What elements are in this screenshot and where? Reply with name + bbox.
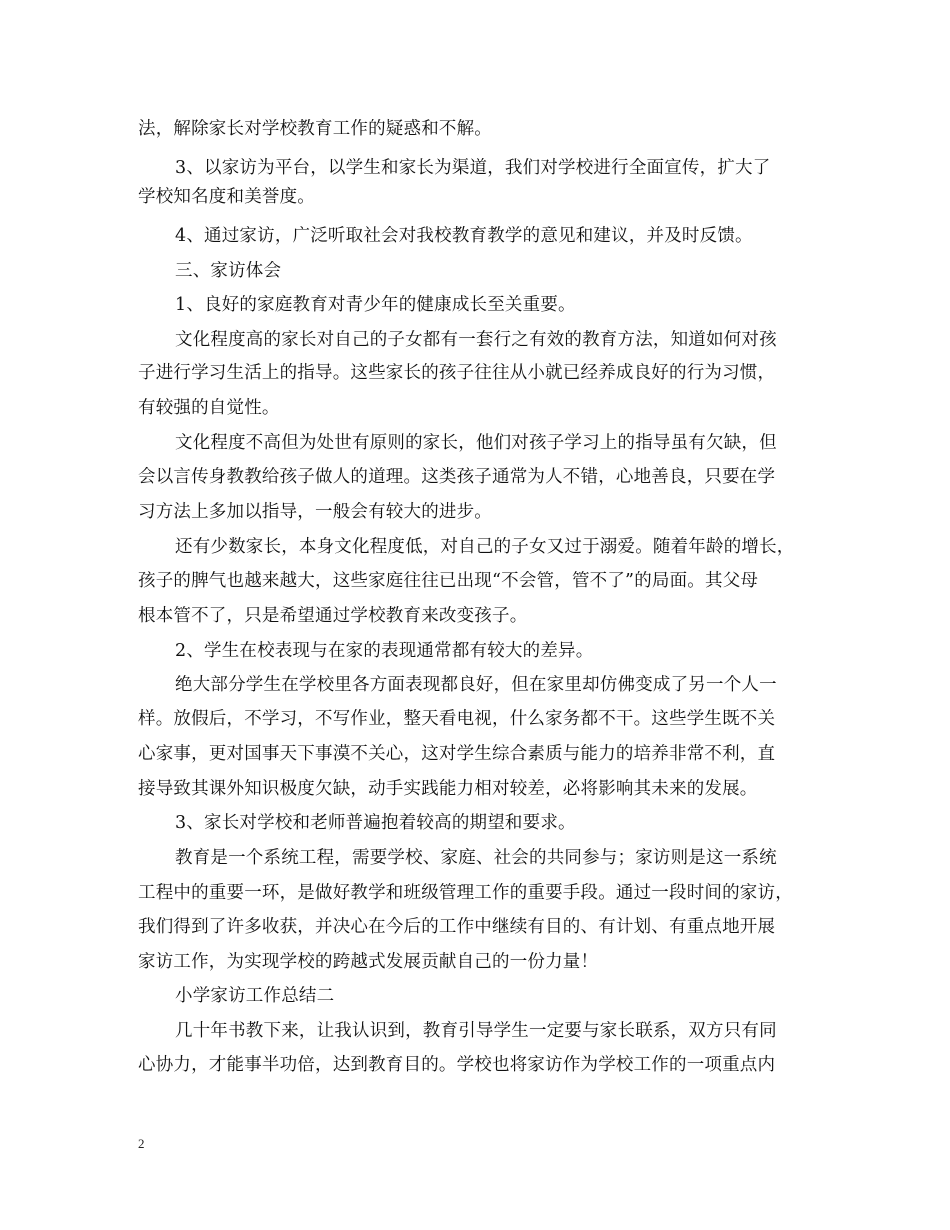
text-line: 文化程度不高但为处世有原则的家长，他们对孩子学习上的指导虽有欠缺，但 <box>175 433 777 453</box>
text-line: 还有少数家长，本身文化程度低，对自己的子女又过于溺爱。随着年龄的增长， <box>175 537 795 557</box>
page-number: 2 <box>138 1136 145 1151</box>
text-line: 根本管不了，只是希望通过学校教育来改变孩子。 <box>138 606 528 626</box>
text-line: 孩子的脾气也越来越大，这些家庭往往已出现“不会管，管不了”的局面。其父母 <box>138 571 759 591</box>
text-line: 教育是一个系统工程，需要学校、家庭、社会的共同参与；家访则是这一系统 <box>175 848 777 868</box>
subheading: 2、学生在校表现与在家的表现通常都有较大的差异。 <box>175 641 594 661</box>
text-line: 心家事，更对国事天下事漠不关心，这对学生综合素质与能力的培养非常不利，直 <box>138 744 776 764</box>
text-line: 我们得到了许多收获，并决心在今后的工作中继续有目的、有计划、有重点地开展 <box>138 917 776 937</box>
section-title: 小学家访工作总结二 <box>175 986 335 1006</box>
text-line: 家访工作，为实现学校的跨越式发展贡献自己的一份力量！ <box>138 952 599 972</box>
section-heading: 三、家访体会 <box>175 261 282 281</box>
text-line: 有较强的自觉性。 <box>138 398 280 418</box>
text-line: 几十年书教下来，让我认识到，教育引导学生一定要与家长联系，双方只有同 <box>175 1021 777 1041</box>
text-line: 文化程度高的家长对自己的子女都有一套行之有效的教育方法，知道如何对孩 <box>175 330 777 350</box>
subheading: 3、家长对学校和老师普遍抱着较高的期望和要求。 <box>175 813 576 833</box>
text-line: 接导致其课外知识极度欠缺，动手实践能力相对较差，必将影响其未来的发展。 <box>138 779 758 799</box>
text-line: 心协力，才能事半功倍，达到教育目的。学校也将家访作为学校工作的一项重点内 <box>138 1055 776 1075</box>
text-line: 绝大部分学生在学校里各方面表现都良好，但在家里却仿佛变成了另一个人一 <box>175 675 777 695</box>
text-line: 工程中的重要一环，是做好教学和班级管理工作的重要手段。通过一段时间的家访， <box>138 883 793 903</box>
text-line: 法，解除家长对学校教育工作的疑惑和不解。 <box>138 119 492 139</box>
text-line: 子进行学习生活上的指导。这些家长的孩子往往从小就已经养成良好的行为习惯， <box>138 363 776 383</box>
text-line: 习方法上多加以指导，一般会有较大的进步。 <box>138 502 492 522</box>
subheading: 1、良好的家庭教育对青少年的健康成长至关重要。 <box>175 295 576 315</box>
text-line: 3、以家访为平台，以学生和家长为渠道，我们对学校进行全面宣传，扩大了 <box>175 158 771 178</box>
text-line: 学校知名度和美誉度。 <box>138 187 315 207</box>
text-line: 4、通过家访，广泛听取社会对我校教育教学的意见和建议，并及时反馈。 <box>175 226 753 246</box>
text-line: 会以言传身教教给孩子做人的道理。这类孩子通常为人不错，心地善良，只要在学 <box>138 467 776 487</box>
text-line: 样。放假后，不学习，不写作业，整天看电视，什么家务都不干。这些学生既不关 <box>138 709 776 729</box>
